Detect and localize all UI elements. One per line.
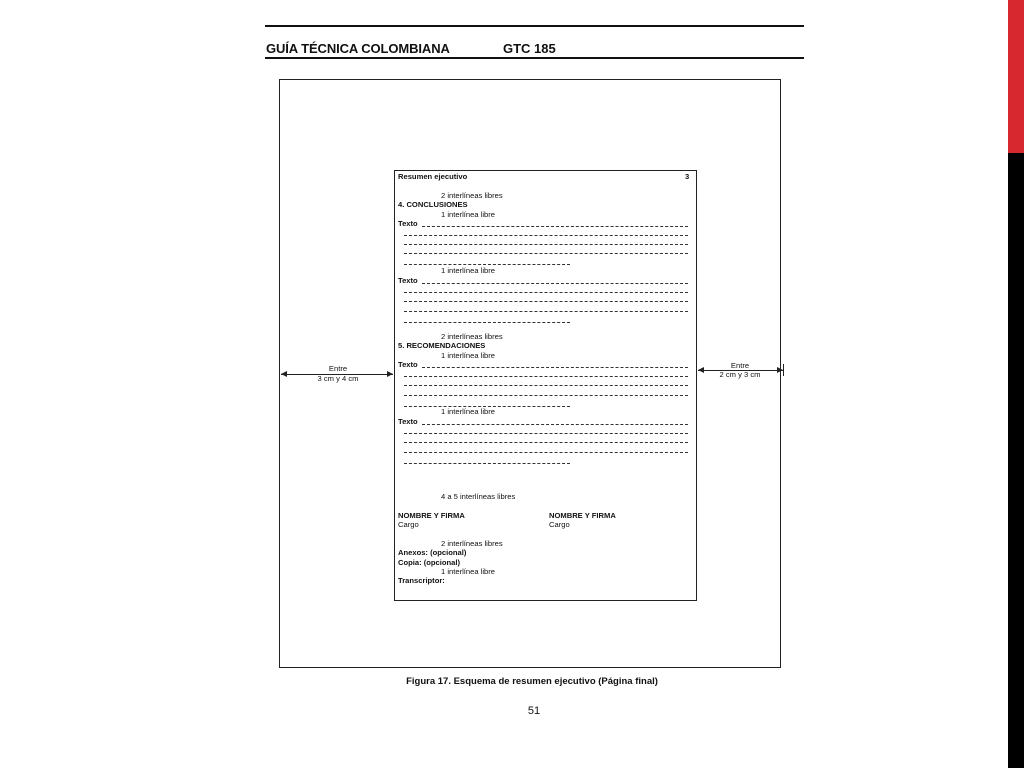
right-margin-label-line1: Entre — [730, 361, 750, 370]
header-bottom-rule — [265, 57, 804, 59]
text-line-placeholder — [422, 424, 688, 425]
text-line-placeholder — [404, 253, 688, 254]
right-margin-arrow — [698, 370, 784, 371]
texto-label: Texto — [398, 276, 418, 285]
transcriptor-label: Transcriptor: — [398, 576, 445, 585]
spacing-note: 2 interlíneas libres — [441, 332, 503, 341]
left-margin-label-line1: Entre — [328, 364, 348, 373]
text-line-placeholder — [404, 376, 688, 377]
header-top-rule — [265, 25, 804, 27]
text-line-placeholder — [404, 311, 688, 312]
right-margin-label-line2: 2 cm y 3 cm — [719, 370, 761, 379]
inner-page-number: 3 — [685, 172, 690, 181]
arrowhead-right-icon — [387, 371, 393, 377]
section-conclusiones: 4. CONCLUSIONES — [398, 200, 468, 209]
anexos-label: Anexos: (opcional) — [398, 548, 467, 557]
spacing-note: 1 interlínea libre — [441, 407, 496, 416]
header-title: GUÍA TÉCNICA COLOMBIANA — [266, 41, 450, 56]
text-line-placeholder — [404, 322, 570, 323]
texto-label: Texto — [398, 417, 418, 426]
text-line-placeholder — [404, 235, 688, 236]
right-margin-tick — [783, 364, 784, 376]
text-line-placeholder — [404, 463, 570, 464]
spacing-note: 1 interlínea libre — [441, 266, 496, 275]
figure-caption: Figura 17. Esquema de resumen ejecutivo (Página final) — [406, 676, 658, 687]
text-line-placeholder — [404, 292, 688, 293]
text-line-placeholder — [422, 226, 688, 227]
spacing-note: 1 interlínea libre — [441, 351, 496, 360]
page-number: 51 — [527, 705, 541, 717]
signature-label-left: NOMBRE Y FIRMA — [398, 511, 465, 520]
arrowhead-left-icon — [698, 367, 704, 373]
text-line-placeholder — [404, 442, 688, 443]
section-recomendaciones: 5. RECOMENDACIONES — [398, 341, 486, 350]
text-line-placeholder — [422, 367, 688, 368]
signature-label-right: NOMBRE Y FIRMA — [549, 511, 616, 520]
texto-label: Texto — [398, 219, 418, 228]
left-margin-arrow — [281, 374, 393, 375]
text-line-placeholder — [404, 264, 570, 265]
text-line-placeholder — [404, 433, 688, 434]
text-line-placeholder — [404, 385, 688, 386]
summary-title: Resumen ejecutivo — [398, 172, 468, 181]
header-code: GTC 185 — [503, 41, 556, 56]
text-line-placeholder — [404, 452, 688, 453]
copia-label: Copia: (opcional) — [398, 558, 461, 567]
spacing-note: 1 interlínea libre — [441, 210, 496, 219]
text-line-placeholder — [404, 244, 688, 245]
text-line-placeholder — [404, 395, 688, 396]
left-margin-label-line2: 3 cm y 4 cm — [317, 374, 359, 383]
spacing-note: 4 a 5 interlíneas libres — [441, 492, 516, 501]
text-line-placeholder — [404, 301, 688, 302]
side-bar — [1008, 153, 1024, 768]
arrowhead-left-icon — [281, 371, 287, 377]
spacing-note: 2 interlíneas libres — [441, 539, 503, 548]
spacing-note: 2 interlíneas libres — [441, 191, 503, 200]
spacing-note: 1 interlínea libre — [441, 567, 496, 576]
cargo-left: Cargo — [398, 520, 419, 529]
cargo-right: Cargo — [549, 520, 570, 529]
text-line-placeholder — [422, 283, 688, 284]
accent-bar — [1008, 0, 1024, 153]
texto-label: Texto — [398, 360, 418, 369]
